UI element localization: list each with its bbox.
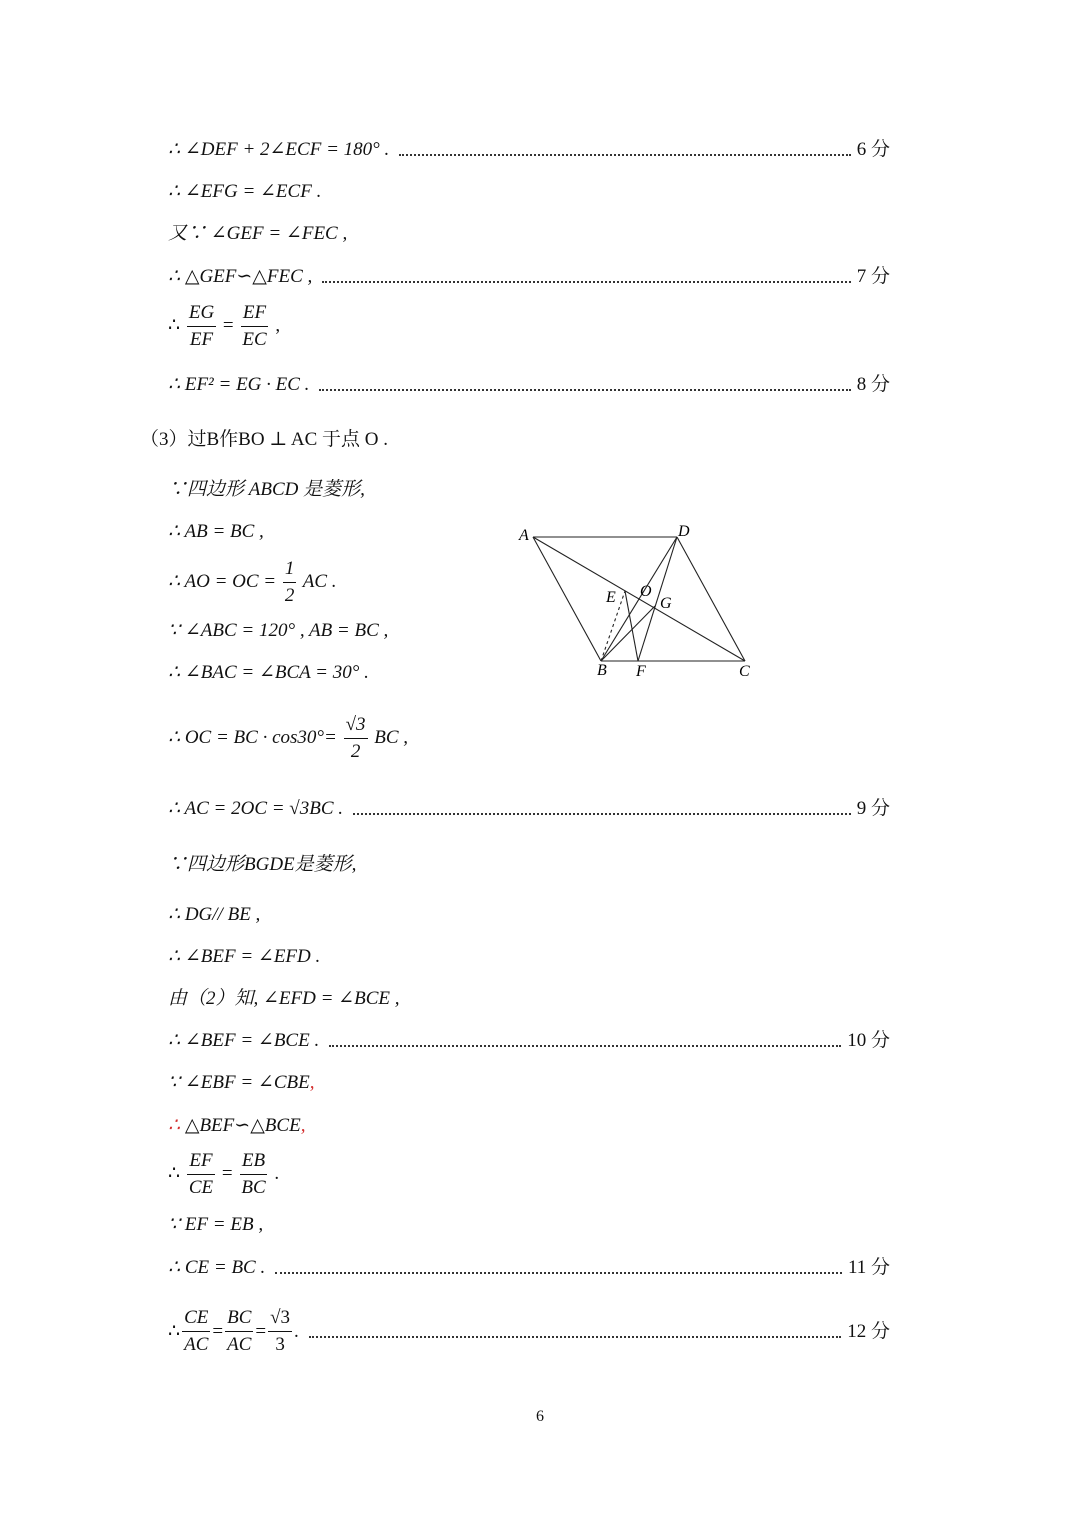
proof-line-9: ∴ AB = BC , (168, 521, 264, 542)
label-f: F (636, 663, 646, 680)
proof-line-19 (168, 1029, 890, 1053)
red-comma: , (309, 1072, 315, 1093)
proof-line-23: ∵ EF = EB , (168, 1214, 264, 1235)
proof-line-24 (168, 1256, 890, 1280)
proof-line-18: 由（2）知, ∠EFD = ∠BCE , (168, 988, 400, 1009)
dotted-leader (322, 281, 850, 283)
fraction (187, 300, 216, 353)
proof-line-5 (168, 300, 280, 353)
label-e: E (606, 589, 616, 606)
proof-line-16: ∴ DG// BE , (168, 904, 261, 925)
denominator: 3 (275, 1334, 285, 1355)
therefore-symbol: ∴ (168, 314, 181, 336)
fraction (283, 556, 297, 609)
denominator: AC (227, 1334, 252, 1355)
fraction (239, 1148, 267, 1201)
proof-line-14 (168, 797, 890, 821)
numerator: EG (187, 300, 216, 327)
label-d: D (678, 523, 690, 540)
proof-line-2: ∴ ∠EFG = ∠ECF . (168, 181, 322, 202)
proof-line-13 (168, 712, 408, 765)
proof-line-21 (168, 1114, 305, 1138)
numerator: √3 (344, 712, 368, 739)
therefore-symbol: ∴ (168, 1320, 181, 1342)
fraction (240, 300, 268, 353)
numerator: CE (182, 1305, 210, 1332)
punctuation: , (275, 314, 281, 336)
proof-text: ∴ △GEF∽△FEC , (168, 266, 313, 287)
equals-sign: = (222, 314, 234, 336)
numerator: 1 (283, 556, 297, 583)
proof-text: ∴ EF² = EG · EC . (168, 374, 310, 395)
expression-suffix: BC , (374, 726, 409, 748)
proof-line-6 (168, 373, 890, 397)
segment-ab (533, 537, 601, 661)
proof-text: ∴ CE = BC . (168, 1257, 266, 1278)
page-number: 6 (536, 1408, 544, 1425)
proof-line-1 (168, 138, 890, 162)
proof-line-8: ∵四边形 ABCD 是菱形, (168, 479, 365, 500)
rhombus-figure (515, 520, 765, 685)
part-3-heading: （3）过B作BO ⊥ AC 于点 O . (140, 429, 389, 450)
score-label: 10 分 (847, 1030, 890, 1051)
equals-sign: = (212, 1320, 224, 1342)
score-label: 9 分 (856, 798, 890, 819)
fraction (225, 1305, 253, 1358)
proof-line-3: 又∵ ∠GEF = ∠FEC , (168, 223, 348, 244)
punctuation: . (294, 1320, 299, 1342)
fraction (268, 1305, 292, 1358)
dotted-leader (319, 389, 850, 391)
proof-line-22 (168, 1148, 279, 1201)
proof-line-10 (168, 556, 337, 609)
label-b: B (597, 662, 607, 679)
numerator: √3 (268, 1305, 292, 1332)
denominator: CE (188, 1177, 214, 1198)
dotted-leader (399, 154, 850, 156)
score-label: 8 分 (856, 374, 890, 395)
score-label: 11 分 (847, 1257, 890, 1278)
red-comma: , (300, 1115, 306, 1136)
numerator: EF (187, 1148, 214, 1175)
expression-prefix: ∴ OC = BC · cos30°= (168, 726, 337, 748)
numerator: BC (225, 1305, 253, 1332)
denominator: EF (189, 329, 214, 350)
proof-text: ∴ AC = 2OC = √3BC . (168, 798, 344, 819)
dotted-leader (275, 1272, 842, 1274)
denominator: AC (184, 1334, 209, 1355)
equals-sign: = (255, 1320, 267, 1342)
fraction (187, 1148, 215, 1201)
proof-line-4 (168, 265, 890, 289)
numerator: EF (241, 300, 268, 327)
proof-text: ∵ ∠EBF = ∠CBE (168, 1072, 310, 1093)
expression-prefix: ∴ AO = OC = (168, 570, 277, 592)
dotted-leader (329, 1045, 841, 1047)
proof-line-11: ∵ ∠ABC = 120° , AB = BC , (168, 620, 389, 641)
score-label: 12 分 (847, 1320, 890, 1342)
expression-suffix: AC . (302, 570, 337, 592)
denominator: EC (242, 329, 267, 350)
fraction (182, 1305, 210, 1358)
score-label: 7 分 (856, 266, 890, 287)
fraction (344, 712, 368, 765)
numerator: EB (240, 1148, 267, 1175)
label-o: O (640, 583, 652, 600)
denominator: BC (241, 1177, 266, 1198)
proof-text: ∴ ∠DEF + 2∠ECF = 180° . (168, 139, 390, 160)
proof-line-12: ∴ ∠BAC = ∠BCA = 30° . (168, 662, 369, 683)
proof-line-17: ∴ ∠BEF = ∠EFD . (168, 946, 321, 967)
dotted-leader (353, 813, 851, 815)
therefore-symbol: ∴ (168, 1115, 181, 1136)
therefore-symbol: ∴ (168, 1162, 181, 1184)
label-c: C (739, 663, 750, 680)
denominator: 2 (350, 741, 361, 762)
score-label: 6 分 (856, 139, 890, 160)
label-g: G (660, 595, 672, 612)
punctuation: . (274, 1162, 280, 1184)
label-a: A (519, 527, 529, 544)
segment-dc (677, 537, 745, 661)
proof-line-25 (168, 1305, 890, 1358)
proof-line-20 (168, 1071, 314, 1095)
dotted-leader (309, 1336, 841, 1338)
denominator: 2 (284, 585, 295, 606)
equals-sign: = (221, 1162, 233, 1184)
proof-text: △BEF∽△BCE (184, 1115, 301, 1136)
proof-line-15: ∵四边形BGDE是菱形, (168, 854, 357, 875)
proof-text: ∴ ∠BEF = ∠BCE . (168, 1030, 320, 1051)
